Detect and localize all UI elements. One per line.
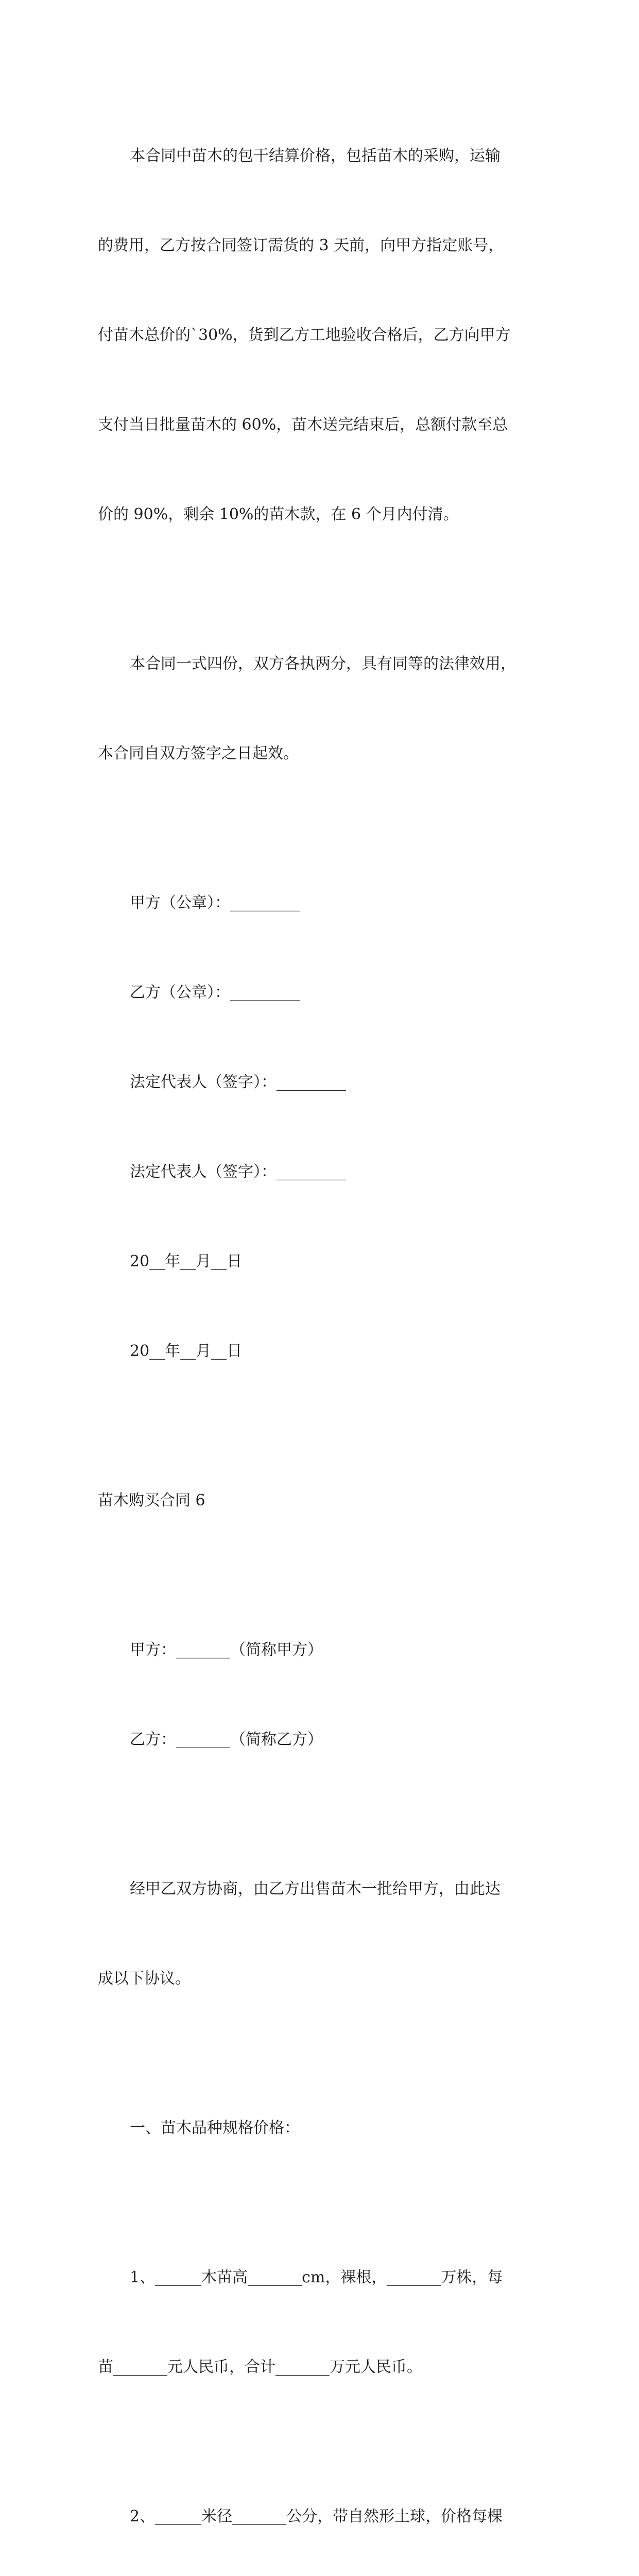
copies-paragraph bbox=[98, 589, 546, 828]
text-line: 成以下协议。 bbox=[98, 1970, 191, 1988]
text-line: 本合同中苗木的包干结算价格，包括苗木的采购，运输 bbox=[130, 147, 500, 165]
party-b-line: 乙方：_______（简称乙方） bbox=[130, 1731, 323, 1749]
agreement-paragraph bbox=[98, 1815, 546, 2054]
legal-rep-signature-line: 法定代表人（签字）：_________ bbox=[130, 1073, 346, 1091]
text-line: 支付当日批量苗木的 60%，苗木送完结束后，总额付款至总 bbox=[98, 416, 508, 434]
date-line: 20__年__月__日 bbox=[130, 1342, 243, 1360]
text-line: 1、______木苗高_______cm，裸根，_______万株，每 bbox=[130, 2268, 503, 2286]
party-a-seal-line: 甲方（公章）：_________ bbox=[130, 894, 300, 912]
text-line: 经甲乙双方协商，由乙方出售苗木一批给甲方，由此达 bbox=[130, 1880, 500, 1898]
text-line: 苗_______元人民币，合计_______万元人民币。 bbox=[98, 2358, 422, 2376]
clause-title-text: 一、苗木品种规格价格： bbox=[130, 2119, 300, 2137]
text-line: 本合同自双方签字之日起效。 bbox=[98, 744, 299, 762]
text-line: 的费用，乙方按合同签订需货的 3 天前，向甲方指定账号， bbox=[98, 236, 504, 255]
clause-1-title bbox=[98, 2054, 546, 2203]
legal-rep-signature-line: 法定代表人（签字）：_________ bbox=[130, 1163, 346, 1181]
payment-paragraph bbox=[98, 81, 546, 589]
signature-block bbox=[98, 828, 546, 1426]
text-line: 付苗木总价的`30%，货到乙方工地验收合格后，乙方向甲方 bbox=[98, 326, 511, 344]
party-b-seal-line: 乙方（公章）：_________ bbox=[130, 984, 300, 1002]
date-line: 20__年__月__日 bbox=[130, 1252, 243, 1270]
document-body bbox=[98, 81, 546, 2576]
text-line: 2、______米径_______公分，带自然形土球，价格每棵 bbox=[130, 2507, 503, 2526]
text-line: 本合同一式四份，双方各执两分，具有同等的法律效用， bbox=[130, 655, 516, 673]
section-title-text: 苗木购买合同 6 bbox=[98, 1492, 205, 1510]
section-title bbox=[98, 1426, 546, 1575]
party-a-line: 甲方：_______（简称甲方） bbox=[130, 1641, 323, 1659]
text-line: 价的 90%，剩余 10%的苗木款，在 6 个月内付清。 bbox=[98, 505, 459, 523]
clause-item-1 bbox=[98, 2203, 546, 2442]
clause-item-2 bbox=[98, 2442, 546, 2576]
parties-block bbox=[98, 1575, 546, 1815]
